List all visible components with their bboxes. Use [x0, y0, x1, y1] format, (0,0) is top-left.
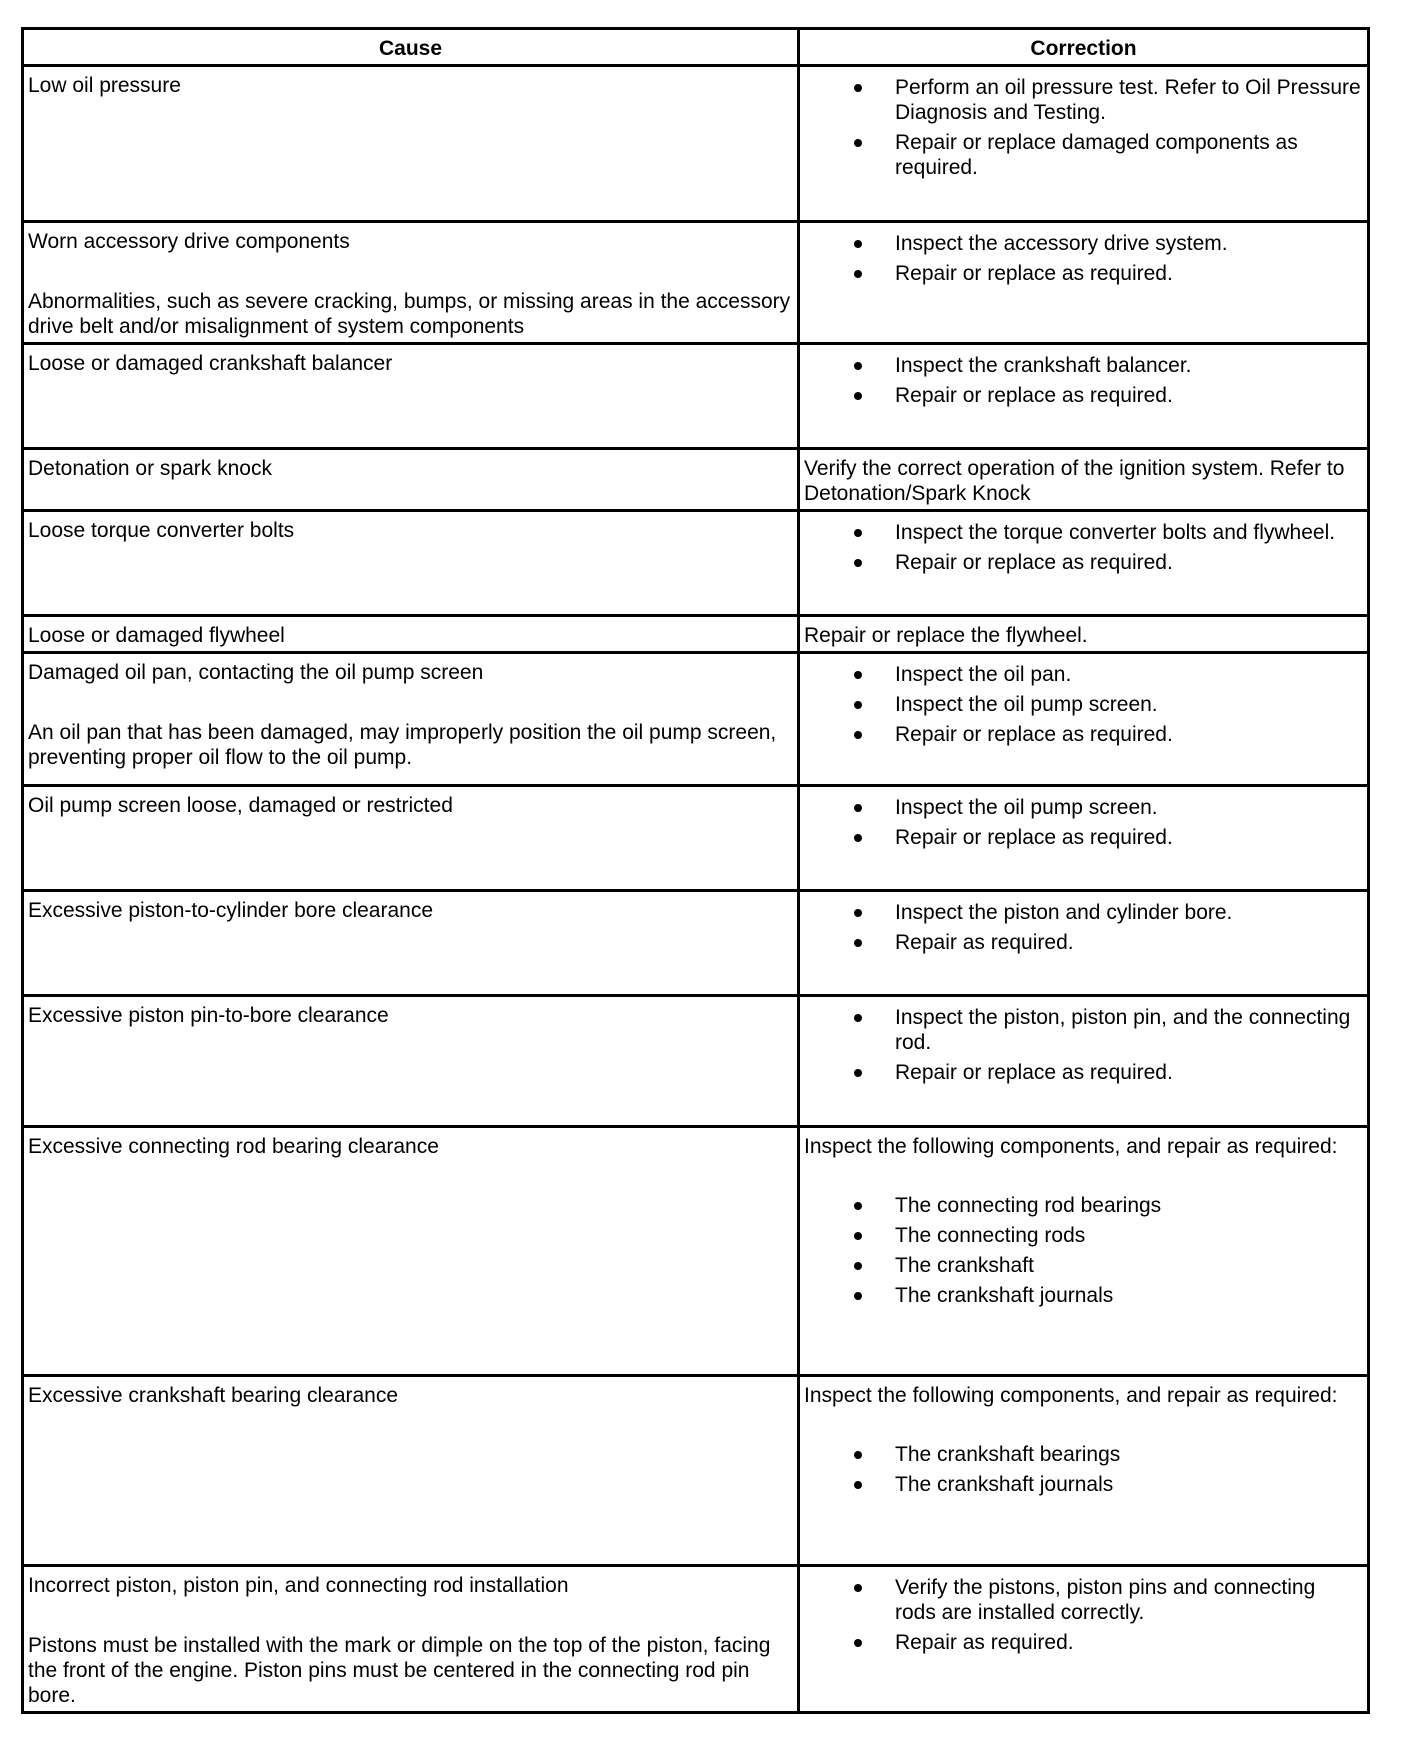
cause-text: Loose or damaged crankshaft balancer — [28, 352, 393, 375]
correction-text: Verify the correct operation of the ignition system. Refer to Detonation/Spark Knock — [804, 457, 1345, 505]
table-row — [23, 344, 1369, 449]
list-item: Repair or replace as required. — [804, 550, 1361, 575]
cause-cell — [23, 1376, 799, 1566]
table-row — [23, 449, 1369, 511]
list-item: The crankshaft journals — [804, 1472, 1361, 1497]
table-row — [23, 222, 1369, 344]
cause-cell — [23, 511, 799, 616]
correction-list — [804, 520, 1361, 575]
correction-list — [804, 231, 1361, 286]
cause-text: Oil pump screen loose, damaged or restricted — [28, 794, 453, 817]
cause-cell — [23, 616, 799, 653]
table-row — [23, 66, 1369, 222]
correction-list — [804, 1193, 1361, 1308]
table-row — [23, 1127, 1369, 1376]
correction-cell — [799, 1376, 1369, 1566]
table-row — [23, 1566, 1369, 1713]
correction-cell — [799, 511, 1369, 616]
list-item: Repair or replace as required. — [804, 722, 1361, 747]
cause-text: Loose or damaged flywheel — [28, 624, 285, 647]
list-item: The connecting rod bearings — [804, 1193, 1361, 1218]
table-row — [23, 1376, 1369, 1566]
cause-detail: Pistons must be installed with the mark or dimple on the top of the piston, facing the front of the engine. Piston pins must be centered in the connecting rod pin bore. — [28, 1634, 771, 1707]
correction-cell — [799, 449, 1369, 511]
cause-text: Incorrect piston, piston pin, and connecting rod installation — [28, 1574, 569, 1597]
cause-text: Detonation or spark knock — [28, 457, 272, 480]
diagnostic-table — [21, 27, 1370, 1714]
list-item: Repair or replace as required. — [804, 261, 1361, 286]
table-row — [23, 891, 1369, 996]
correction-cell — [799, 1566, 1369, 1713]
correction-cell — [799, 616, 1369, 653]
cause-cell — [23, 891, 799, 996]
list-item: Inspect the oil pump screen. — [804, 692, 1361, 717]
list-item: Inspect the crankshaft balancer. — [804, 353, 1361, 378]
cause-text: Loose torque converter bolts — [28, 519, 295, 542]
table-row — [23, 653, 1369, 786]
cause-cell — [23, 653, 799, 786]
list-item: Inspect the accessory drive system. — [804, 231, 1361, 256]
correction-list — [804, 1442, 1361, 1497]
list-item: Repair or replace as required. — [804, 825, 1361, 850]
correction-cell — [799, 1127, 1369, 1376]
correction-cell — [799, 786, 1369, 891]
table-row — [23, 511, 1369, 616]
cause-text: Damaged oil pan, contacting the oil pump screen — [28, 661, 484, 684]
list-item: The connecting rods — [804, 1223, 1361, 1248]
correction-list — [804, 900, 1361, 955]
correction-cell — [799, 222, 1369, 344]
cause-text: Excessive piston-to-cylinder bore clearance — [28, 899, 434, 922]
cause-cell — [23, 222, 799, 344]
list-item: Verify the pistons, piston pins and connecting rods are installed correctly. — [804, 1575, 1361, 1625]
table-row — [23, 996, 1369, 1127]
list-item: Repair or replace damaged components as required. — [804, 130, 1361, 180]
table-row — [23, 616, 1369, 653]
cause-cell — [23, 449, 799, 511]
correction-cell — [799, 891, 1369, 996]
cause-text: Low oil pressure — [28, 74, 181, 97]
list-item: Inspect the piston and cylinder bore. — [804, 900, 1361, 925]
correction-list — [804, 1575, 1361, 1655]
correction-text: Inspect the following components, and repair as required: — [804, 1135, 1338, 1158]
list-item: Inspect the piston, piston pin, and the connecting rod. — [804, 1005, 1361, 1055]
cause-header: Cause — [23, 29, 799, 66]
list-item: Repair as required. — [804, 1630, 1361, 1655]
list-item: Inspect the torque converter bolts and flywheel. — [804, 520, 1361, 545]
list-item: Repair or replace as required. — [804, 383, 1361, 408]
correction-list — [804, 353, 1361, 408]
correction-cell — [799, 344, 1369, 449]
correction-cell — [799, 66, 1369, 222]
cause-text: Excessive piston pin-to-bore clearance — [28, 1004, 389, 1027]
list-item: The crankshaft — [804, 1253, 1361, 1278]
cause-cell — [23, 786, 799, 891]
correction-list — [804, 795, 1361, 850]
cause-cell — [23, 1127, 799, 1376]
cause-text: Excessive connecting rod bearing clearance — [28, 1135, 439, 1158]
correction-cell — [799, 653, 1369, 786]
table-row — [23, 786, 1369, 891]
list-item: The crankshaft journals — [804, 1283, 1361, 1308]
list-item: Inspect the oil pump screen. — [804, 795, 1361, 820]
cause-cell — [23, 66, 799, 222]
list-item: Inspect the oil pan. — [804, 662, 1361, 687]
correction-text: Inspect the following components, and repair as required: — [804, 1384, 1338, 1407]
cause-text: Excessive crankshaft bearing clearance — [28, 1384, 399, 1407]
list-item: Repair or replace as required. — [804, 1060, 1361, 1085]
list-item: Repair as required. — [804, 930, 1361, 955]
list-item: The crankshaft bearings — [804, 1442, 1361, 1467]
cause-cell — [23, 344, 799, 449]
cause-cell — [23, 1566, 799, 1713]
correction-list — [804, 75, 1361, 180]
header-row — [23, 29, 1369, 66]
cause-cell — [23, 996, 799, 1127]
correction-header: Correction — [799, 29, 1369, 66]
cause-text: Worn accessory drive components — [28, 230, 350, 253]
correction-text: Repair or replace the flywheel. — [804, 624, 1088, 647]
list-item: Perform an oil pressure test. Refer to Oil Pressure Diagnosis and Testing. — [804, 75, 1361, 125]
cause-detail: An oil pan that has been damaged, may improperly position the oil pump screen, preventing proper oil flow to the oil pump. — [28, 721, 777, 769]
correction-cell — [799, 996, 1369, 1127]
correction-list — [804, 662, 1361, 747]
correction-list — [804, 1005, 1361, 1085]
cause-detail: Abnormalities, such as severe cracking, bumps, or missing areas in the accessory drive belt and/or misalignment of system components — [28, 290, 791, 338]
